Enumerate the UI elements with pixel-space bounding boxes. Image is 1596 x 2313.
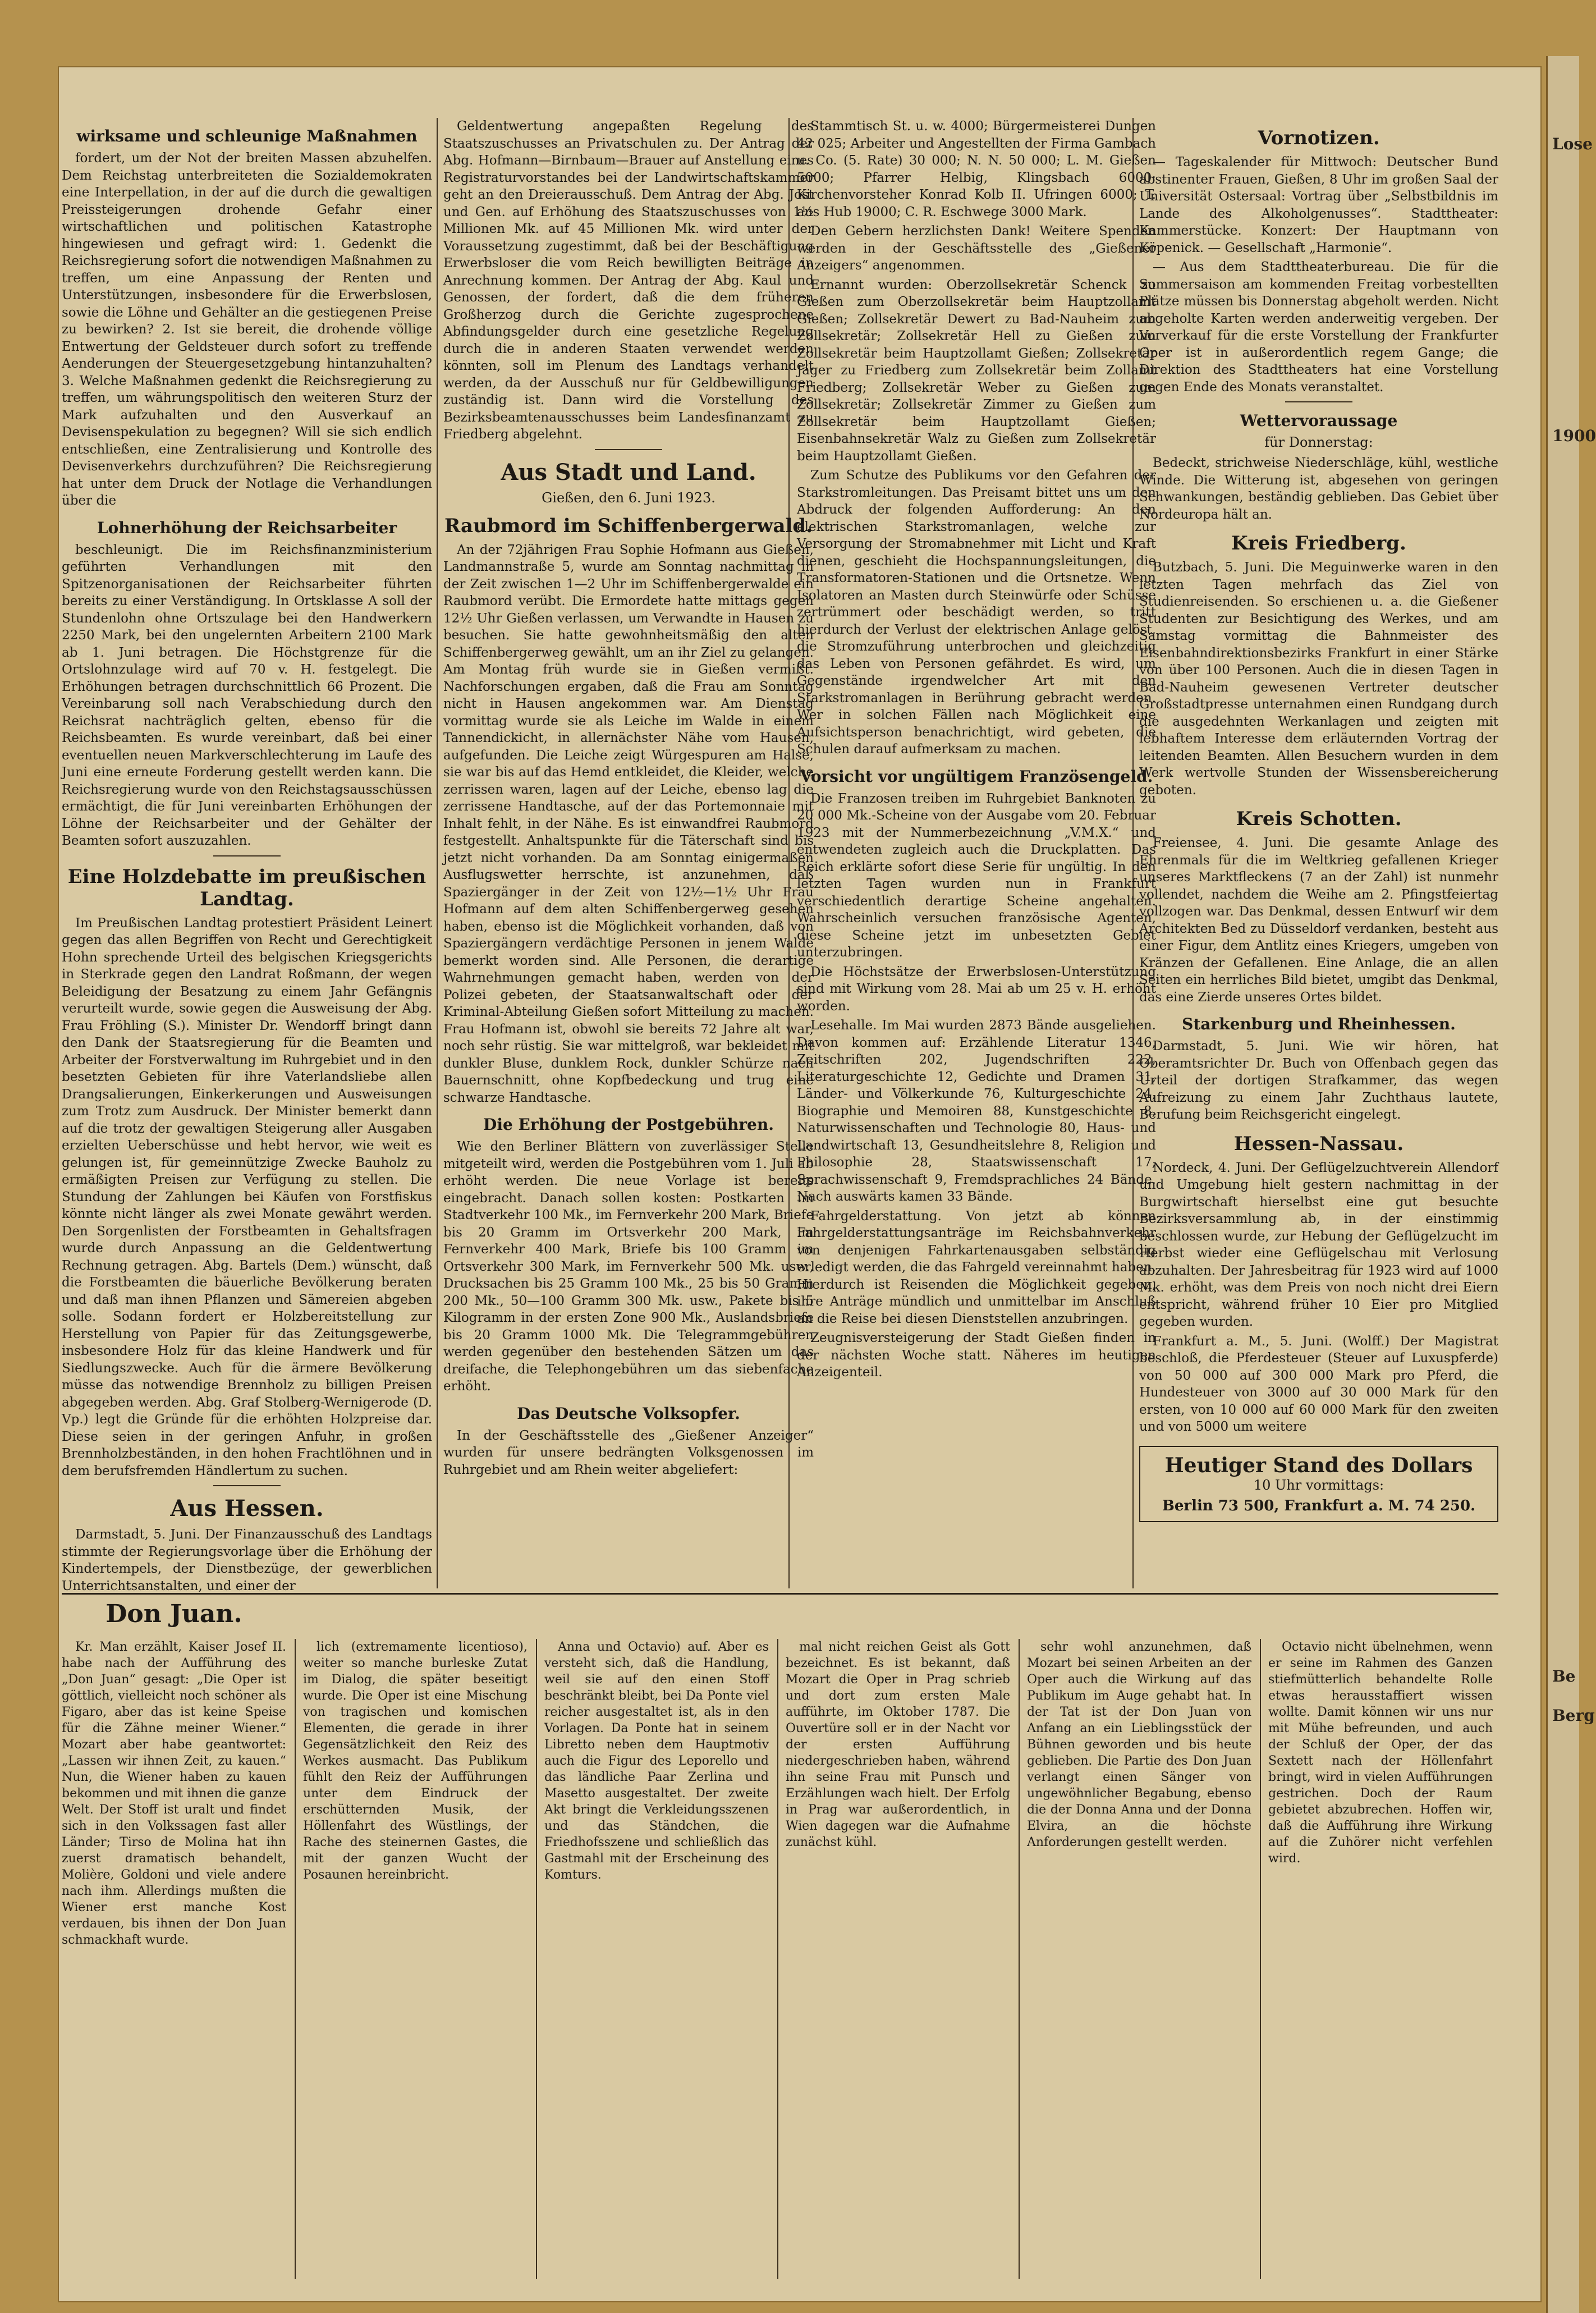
separator [1285,401,1352,402]
feuilleton-text: Kr. Man erzählt, Kaiser Josef II. habe nach der Aufführung des „Don Juan“ gesagt: „Die Oper ist göttlich, vielleicht noch schöner als Figaro, aber das ist keine Speise für die Zähne meiner Wiener.“ Mozart aber habe geantwortet: „Lassen wir ihnen Zeit, zu kauen.“ Nun, die Wiener haben zu kauen bekommen und mit ihnen die ganze Welt. Der Stoff ist uralt und findet sich in den Volkssagen fast aller Länder; Tirso de Molina hat ihn zuerst dramatisch behandelt, Molière, Goldoni und viele andere nach ihm. Allerdings mußten die Wiener erst manche Kost verdauen, bis ihnen der Don Juan schmackhaft wurde. [62,1640,286,1947]
feuilleton-section [62,1600,1498,2284]
column-rule [777,1639,778,2279]
article-text: Geldentwertung angepaßten Regelung des Staatszuschusses an Privatschulen zu. Der Antrag der Abg. Hofmann—Birnbaum—Brauer auf Anstellung eines Registraturvorstandes bei der Landwirtschaftskammer geht an den Dreierausschuß. Dem Antrag der Abg. Jost und Gen. auf Erhöhung des Staatszuschusses von 1½ Millionen Mk. auf 45 Millionen Mk. wird unter der Voraussetzung zugestimmt, daß bei der Beschäftigung Erwerbsloser die vom Reich bewilligten Beiträge in Anrechnung kommen. Der Antrag der Abg. Kaul und Genossen, der fordert, daß die dem früheren Großherzog durch die Gerichte zugesprochene Abfindungsgelder durch eine gesetzliche Regelung durch die in anderen Staaten verwendet werden könnten, soll im Plenum des Landtags verhandelt werden, da der Ausschuß nur für Geldbewilligungen zuständig ist. Dann wird die Vorstellung des Bezirksbeamtenausschusses beim Landesfinanzamt zu Friedberg abgelehnt. [443,119,814,442]
feuilleton-text: mal nicht reichen Geist als Gott bezeichnet. Es ist bekannt, daß Mozart die Oper in Prag schrieb und dort zum ersten Male aufführte, im Oktober 1787. Die Ouvertüre soll er in der Nacht vor der ersten Aufführung niedergeschrieben haben, während ihn seine Frau mit Punsch und Erzählungen wach hielt. Der Erfolg in Prag war außerordentlich, in Wien dagegen war die Aufnahme zunächst kühl. [786,1640,1010,1849]
feuilleton-column [786,1639,1010,2279]
feuilleton-column [303,1639,528,2279]
article-text: Butzbach, 5. Juni. Die Meguinwerke waren in den letzten Tagen mehrfach das Ziel von Studienreisenden. So erschienen u. a. die Gießener Studenten zur Besichtigung des Werkes, und am Samstag vormittag die Bahnmeister des Eisenbahndirektionsbezirks Frankfurt in einer Stärke von über 100 Personen. Auch die in diesen Tagen in Bad-Nauheim gewesenen Vertreter deutscher Großstadtpresse unternahmen einen Rundgang durch die ausgedehnten Werkanlagen und zeigten mit lebhaftem Interesse dem erläuternden Vortrag der leitenden Beamten. Allen Besuchern wurden in dem Werk wertvolle Stunden der Wissensbereicherung geboten. [1139,560,1498,798]
article-text: Darmstadt, 5. Juni. Der Finanzausschuß des Landtags stimmte der Regierungsvorlage über die Erhöhung der Kindertempels, der Dienstbezüge, der gewerblichen Unterrichtsanstalten, und einer der [62,1527,432,1593]
feuilleton-text: sehr wohl anzunehmen, daß Mozart bei seinen Arbeiten an der Oper auch die Wirkung auf das Publikum im Auge gehabt hat. In der Tat ist der Don Juan von Anfang an ein Lieblingsstück der Bühnen geworden und bis heute geblieben. Die Partie des Don Juan verlangt einen Sänger von ungewöhnlicher Begabung, ebenso die der Donna Anna und der Donna Elvira, an die höchste Anforderungen gestellt werden. [1027,1640,1251,1849]
separator [595,449,662,450]
feuilleton-column [1027,1639,1251,2279]
article-text: Darmstadt, 5. Juni. Wie wir hören, hat Oberamtsrichter Dr. Buch von Offenbach gegen das Urteil der dortigen Strafkammer, das wegen Aufreizung zu einem Jahr Zuchthaus lautete, Berufung beim Reichsgericht eingelegt. [1139,1039,1498,1122]
headline-volksopfer: Das Deutsche Volksopfer. [517,1404,740,1423]
adjacent-fragment: Lose [1552,135,1593,153]
dollar-rate-values: Berlin 73 500, Frankfurt a. M. 74 250. [1162,1497,1476,1514]
article-text: Die Franzosen treiben im Ruhrgebiet Banknoten zu 20 000 Mk.-Scheine von der Ausgabe vom 20. Februar 1923 mit der Nummerbezeichnung „V.M.X.“ und entwendeten zugleich auch die Druckplatten. Das Reich erklärte sofort diese Serie für ungültig. In den letzten Tagen wurden nun in Frankfurt verschiedentlich derartige Scheine angehalten. Wahrscheinlich versuchen französische Agenten, diese Scheine jetzt im unbesetzten Gebiet unterzubringen. [797,791,1156,960]
headline-vorsicht: Vorsicht vor ungültigem Französengeld. [800,767,1153,786]
column-1 [62,118,432,1593]
column-3 [797,118,1156,1588]
feuilleton-column [1268,1639,1493,2279]
headline-hessen-nassau: Hessen-Nassau. [1233,1132,1404,1155]
headline-lohnerhoehung: Lohnerhöhung der Reichsarbeiter [97,518,397,537]
feuilleton-column [62,1639,286,2279]
adjacent-fragment: Be [1552,1667,1576,1685]
feuilleton-columns [62,1639,1498,2279]
dollar-rate-title: Heutiger Stand des Dollars [1164,1453,1473,1477]
article-text: Die Höchstsätze der Erwerbslosen-Unterstützung sind mit Wirkung vom 28. Mai ab um 25 v. H. erhöht worden. [797,964,1156,1014]
article-text: Im Preußischen Landtag protestiert Präsident Leinert gegen das allen Begriffen von Recht und Gerechtigkeit Hohn sprechende Urteil des belgischen Kriegsgerichts in Sterkrade gegen den Landrat Roßmann, der wegen Beleidigung der Besatzung zu einem Jahr Gefängnis verurteilt wurde, sowie gegen die Ausweisung der Abg. Frau Fröhling (S.). Minister Dr. Wendorff bringt dann den Dank der Staatsregierung für die Beamten und Arbeiter der Forstverwaltung im Ruhrgebiet und in den besetzten Gebieten für ihre Vaterlandsliebe allen Drangsalierungen, Einkerkerungen und Ausweisungen zum Trotz zum Ausdruck. Der Minister bemerkt dann auf die trotz der gewaltigen Steigerung aller Ausgaben erzielten Ueberschüsse und hebt hervor, wie weit es gelungen ist, für gemeinnützige Zwecke Bauholz zu ermäßigten Preisen zur Verfügung zu stellen. Die Stundung der Zahlungen bei Käufen von Forstfiskus könnte nicht länger als zwei Monate gewährt werden. Den Sorgenlisten der Forstbeamten in Gehaltsfragen wurde durch Anpassung an die Geldentwertung Rechnung getragen. Abg. Bartels (Dem.) wünscht, daß die Forstbeamten die bäuerliche Bevölkerung beraten und daß man ihnen Pflanzen und Sämereien abgeben solle. Sodann fordert er Holzbereitstellung zur Herstellung von Papier für das Zeitungsgewerbe, insbesondere Holz für das kleine Handwerk und für Siedlungszwecke. Auch für die ärmere Bevölkerung müsse das notwendige Brennholz zu billigen Preisen abgegeben werden. Abg. Graf Stolberg-Wernigerode (D. Vp.) legt die Gründe für die erhöhten Holzpreise dar. Diese seien in der geringen Anfuhr, in großen Brennholzbeständen, in den hohen Frachtlöhnen und in dem berufsfremden Händlertum zu suchen. [62,915,432,1478]
article-text: Stammtisch St. u. w. 4000; Bürgermeisterei Dungen 42 025; Arbeiter und Angestellten der Firma Gambach u. Co. (5. Rate) 30 000; N. N. 50 000; L. M. Gießen 5000; Pfarrer Helbig, Klingsbach 6000; Kirchenvorsteher Konrad Kolb II. Ufringen 6000; T. aus Hub 19000; C. R. Eschwege 3000 Mark. [797,119,1156,219]
dollar-rate-time: 10 Uhr vormittags: [1253,1477,1384,1493]
article-text: In der Geschäftsstelle des „Gießener Anzeiger“ wurden für unsere bedrängten Volksgenossen im Ruhrgebiet und am Rhein weiter abgeliefert: [443,1428,814,1477]
adjacent-fragment: Berg [1552,1706,1595,1725]
headline-stadt-und-land: Aus Stadt und Land. [501,459,756,485]
article-text: Freiensee, 4. Juni. Die gesamte Anlage des Ehrenmals für die im Weltkrieg gefallenen Krieger unseres Marktfleckens (7 an der Zahl) ist nunmehr vollendet, nachdem die Weihe am 2. Pfingstfeiertag vollzogen war. Das Denkmal, dessen Entwurf wir dem Architekten Bed zu Düsseldorf verdanken, besteht aus einer Figur, dem Antlitz eines Kriegers, umgeben von Kränzen der Gefallenen. Eine Anlage, die an allen Seiten ein herrliches Bild bietet, umgibt das Denkmal, das eine Zierde unseres Ortes bildet. [1139,836,1498,1005]
column-rule [536,1639,537,2279]
headline-starkenburg: Starkenburg und Rheinhessen. [1182,1015,1456,1033]
column-rule [1019,1639,1020,2279]
headline-massnahmen: wirksame und schleunige Maßnahmen [76,127,418,145]
separator [213,855,281,857]
feuilleton-text: Anna und Octavio) auf. Aber es versteht sich, daß die Handlung, weil sie auf den einen Stoff beschränkt bleibt, bei Da Ponte viel reicher ausgestaltet ist, als in den Vorlagen. Da Ponte hat in seinem Libretto neben dem Hauptmotiv auch die Figur des Leporello und das ländliche Paar Zerlina und Masetto ausgestaltet. Der zweite Akt bringt die Verkleidungsszenen und das Ständchen, die Friedhofsszene und schließlich das Gastmahl mit der Erscheinung des Komturs. [544,1640,769,1882]
article-text: Ernannt wurden: Oberzollsekretär Schenck zu Gießen zum Oberzollsekretär beim Hauptzollamt Gießen; Zollsekretär Dewert zu Bad-Nauheim zum Zollsekretär; Zollsekretär Hell zu Gießen zum Zollsekretär beim Hauptzollamt Gießen; Zollsekretär Jäger zu Friedberg zum Zollsekretär beim Zollamt Friedberg; Zollsekretär Weber zu Gießen zum Zollsekretär; Zollsekretär Zimmer zu Gießen zum Zollsekretär beim Hauptzollamt Gießen; Eisenbahnsekretär Walz zu Gießen zum Zollsekretär beim Hauptzollamt Gießen. [797,277,1156,464]
article-text: Lesehalle. Im Mai wurden 2873 Bände ausgeliehen. Davon kommen auf: Erzählende Literatur 1346, Zeitschriften 202, Jugendschriften 222, Literaturgeschichte 12, Gedichte und Dramen 31, Länder- und Völkerkunde 76, Kulturgeschichte 24, Biographie und Memoiren 88, Kunstgeschichte 8, Naturwissenschaften und Technologie 80, Haus- und Landwirtschaft 13, Gesundheitslehre 8, Religion und Philosophie 28, Staatswissenschaft 17, Sprachwissenschaft 9, Fremdsprachliches 24 Bände. Nach auswärts kamen 33 Bände. [797,1018,1156,1204]
headline-aus-hessen: Aus Hessen. [170,1495,324,1522]
feuilleton-title: Don Juan. [106,1600,242,1628]
column-rule [1260,1639,1261,2279]
separator [213,1485,281,1486]
dateline: Gießen, den 6. Juni 1923. [542,489,716,506]
column-rule [295,1639,296,2279]
article-text: — Tageskalender für Mittwoch: Deutscher Bund abstinenter Frauen, Gießen, 8 Uhr im großen Saal der Universität Ostersaal: Vortrag über „Selbstbildnis im Lande des Alkoholgenusses“. Stadttheater: Kammerstücke. Konzert: Der Hauptmann von Köpenick. — Gesellschaft „Harmonie“. [1139,155,1498,255]
article-text: Den Gebern herzlichsten Dank! Weitere Spenden werden in der Geschäftsstelle des „Gießener Anzeigers“ angenommen. [797,224,1156,273]
adjacent-page-edge [1546,56,1596,2313]
headline-kreis-friedberg: Kreis Friedberg. [1231,532,1406,555]
article-text: — Aus dem Stadttheaterbureau. Die für die Sommersaison am kommenden Freitag vorbestellten Plätze müssen bis Donnerstag abgeholt werden. Nicht abgeholte Karten werden anderweitig vergeben. Der Vorverkauf für die erste Vorstellung der Frankfurter Oper ist in außerordentlich regem Gange; die Direktion des Stadttheaters hat eine Vorstellung gegen Ende des Monats veranstaltet. [1139,260,1498,395]
headline-holzdebatte: Eine Holzdebatte im preußischen Landtag. [67,865,426,910]
column-2 [443,118,814,1588]
article-text: Nordeck, 4. Juni. Der Geflügelzuchtverein Allendorf und Umgebung hielt gestern nachmittag in der Burgwirtschaft hierselbst eine gut besuchte Bezirksversammlung ab, in der einstimmig beschlossen wurde, zur Hebung der Geflügelzucht im Herbst wieder eine Geflügelschau mit Verlosung abzuhalten. Der Jahresbeitrag für 1923 wird auf 1000 Mk. erhöht, was dem Preis von noch nicht drei Eiern entspricht, während früher 10 Eier pro Mitglied gegeben wurden. [1139,1160,1498,1329]
column-rule [437,118,438,1588]
article-text: Bedeckt, strichweise Niederschläge, kühl, westliche Winde. Die Witterung ist, abgesehen von geringen Schwankungen, beständig geblieben. Das Gebiet über Nordeuropa hält an. [1139,456,1498,522]
article-text: Zum Schutze des Publikums vor den Gefahren der Starkstromleitungen. Das Preisamt bittet uns um den Abdruck der folgenden Aufforderung: An den elektrischen Starkstromanlagen, welche zur Versorgung der Stromabnehmer mit Licht und Kraft dienen, geschieht die Hochspannungsleitungen, die Transformatoren-Stationen und die Ortsnetze. Wenn Isolatoren an Masten durch Steinwürfe oder Schüsse zertrümmert oder beschädigt werden, so tritt hierdurch der Verlust der elektrischen Anlage gelöst, die Stromzuführung unterbrochen und gleichzeitig das Leben von Personen gefährdet. Es wird, um Gegenstände irgendwelcher Art mit den Starkstromanlagen in Berührung gebracht werden. Wer in solchen Fällen nach Möglichkeit eine Aufsichtsperson benachrichtigt, wird gebeten, die Schulen darauf aufmerksam zu machen. [797,468,1156,757]
column-4 [1139,118,1498,1588]
headline-wetter: Wettervoraussage [1240,411,1398,430]
article-text: Fahrgelderstattung. Von jetzt ab können Fahrgelderstattungsanträge im Reichsbahnverkehr von denjenigen Fahrkartenausgaben selbständig erledigt werden, die das Fahrgeld vereinnahmt haben. Hierdurch ist Reisenden die Möglichkeit gegeben, ihre Anträge mündlich und unmittelbar im Anschluß an die Reise bei diesen Dienststellen anzubringen. [797,1208,1156,1326]
headline-vornotizen: Vornotizen. [1258,127,1380,149]
dollar-rate-box [1139,1446,1498,1522]
headline-raubmord: Raubmord im Schiffenbergerwald. [444,514,813,537]
article-text: fordert, um der Not der breiten Massen abzuhelfen. Dem Reichstag unterbreiteten die Sozialdemokraten eine Interpellation, in der auf die durch die gewaltigen Preissteigerungen drohende Gefahr einer wirtschaftlichen und politischen Katastrophe hingewiesen und gefragt wird: 1. Gedenkt die Reichsregierung sofort die notwendigen Maßnahmen zu treffen, um eine Anpassung der Renten und Unterstützungen, insbesondere für die Erwerbslosen, sowie die Löhne und Gehälter an die gestiegenen Preise zu bewirken? 2. Ist sie bereit, die drohende völlige Entwertung der Geldsteuer durch sofort zu treffende Aenderungen der Steuergesetzgebung hintanzuhalten? 3. Welche Maßnahmen gedenkt die Reichsregierung zu treffen, um währungspolitisch den weiteren Sturz der Mark aufzuhalten und den Ausverkauf an Devisenspekulation zu begegnen? Will sie sich endlich entschließen, eine Zentralisierung und Kontrolle des Devisenverkehrs durchzuführen? Die Reichsregierung hat unter dem Druck der Notlage die Verhandlungen über die [62,151,432,508]
article-text: Frankfurt a. M., 5. Juni. (Wolff.) Der Magistrat beschloß, die Pferdesteuer (Steuer auf Luxuspferde) von 50 000 auf 300 000 Mark pro Pferd, die Hundesteuer von 3000 auf 30 000 Mark für den ersten, von 10 000 auf 60 000 Mark für den zweiten und von 5000 um weitere [1139,1334,1498,1434]
feuilleton-rule [62,1593,1498,1595]
adjacent-fragment: 1900 [1552,427,1596,445]
feuilleton-text: Octavio nicht übelnehmen, wenn er seine im Rahmen des Ganzen stiefmütterlich behandelte Rolle etwas herausstaffiert wissen wollte. Damit können wir uns nur mit Mühe befreunden, und auch der Schluß der Oper, der das Sextett nach der Höllenfahrt bringt, wird in vielen Aufführungen gestrichen. Doch der Raum gebietet abzubrechen. Hoffen wir, daß die Aufführung ihre Wirkung auf die Zuhörer nicht verfehlen wird. [1268,1640,1493,1866]
subheadline-wetter: für Donnerstag: [1264,434,1373,450]
headline-postgebuehren: Die Erhöhung der Postgebühren. [483,1115,774,1134]
article-text: Wie den Berliner Blättern von zuverlässiger Stelle mitgeteilt wird, werden die Postgebühren vom 1. Juli ab erhöht werden. Die neue Vorlage ist bereits eingebracht. Danach sollen kosten: Postkarten im Stadtverkehr 100 Mk., im Fernverkehr 200 Mark, Briefe bis 20 Gramm im Ortsverkehr 200 Mark, im Fernverkehr 400 Mark, Briefe bis 100 Gramm im Ortsverkehr 300 Mark, im Fernverkehr 500 Mk. usw., Drucksachen bis 25 Gramm 100 Mk., 25 bis 50 Gramm 200 Mk., 50—100 Gramm 300 Mk. usw., Pakete bis 5 Kilogramm in der ersten Zone 900 Mk., Auslandsbriefe bis 20 Gramm 1000 Mk. Die Telegrammgebühren werden gegenüber den bestehenden Sätzen um das dreifache, die Telephongebühren um das siebenfache erhöht. [443,1139,814,1394]
article-text: beschleunigt. Die im Reichsfinanzministerium geführten Verhandlungen mit den Spitzenorganisationen der Reichsarbeiter führten bereits zu einer Verständigung. In Ortsklasse A soll der Stundenlohn ohne Ortszulage bei den Handwerkern 2250 Mark, bei den ungelernten Arbeitern 2100 Mark ab 1. Juni betragen. Die Höchstgrenze für die Ortslohnzulage wird auf 70 v. H. festgelegt. Die Erhöhungen betragen durchschnittlich 66 Prozent. Die Vereinbarung soll nach Verabschiedung durch den Reichsrat nachträglich gelten, ebenso für die Reichsbeamten. Es wurde vereinbart, daß bei einer eventuellen neuen Markverschlechterung im Laufe des Juni eine erneute Forderung gestellt werden kann. Die Reichsregierung wurde von den Reichstagsausschüssen ermächtigt, die für Juni vereinbarten Erhöhungen der Löhne der Reichsarbeiter und der Gehälter der Beamten sofort auszuzahlen. [62,542,432,848]
feuilleton-text: lich (extremamente licentioso), weiter so manche burleske Zutat im Dialog, die später beseitigt wurde. Die Oper ist eine Mischung von tragischen und komischen Elementen, die gerade in ihrer Gegensätzlichkeit den Reiz des Werkes ausmacht. Das Publikum fühlt den Reiz der Aufführungen unter dem Eindruck der erschütternden Musik, der Höllenfahrt des Wüstlings, der Rache des steinernen Gastes, die mit der ganzen Wucht der Posaunen hereinbricht. [303,1640,528,1882]
article-text: An der 72jährigen Frau Sophie Hofmann aus Gießen, Landmannstraße 5, wurde am Sonntag nachmittag in der Zeit zwischen 1—2 Uhr im Schiffenbergerwalde ein Raubmord verübt. Die Ermordete hatte mittags gegen 12½ Uhr Gießen verlassen, um Verwandte in Hausen zu besuchen. Sie hatte gewohnheitsmäßig den alten Schiffenbergerweg gewählt, um an ihr Ziel zu gelangen. Am Montag früh wurde sie in Gießen vermißt. Nachforschungen ergaben, daß die Frau am Sonntag nicht in Hausen angekommen war. Am Dienstag vormittag wurde sie als Leiche im Walde in einem Tannendickicht, in allernächster Nähe vom Hausen, aufgefunden. Die Leiche zeigt Würgespuren am Halse, sie war bis auf das Hemd entkleidet, die Kleider, welche zerrissen waren, lagen auf der Leiche, ebenso lag die zerrissene Handtasche, auf der das Portemonnaie mit Inhalt fehlt, in der Nähe. Es ist einwandfrei Raubmord festgestellt. Anhaltspunkte für die Täterschaft sind bis jetzt nicht vorhanden. Da am Sonntag einigermaßen Ausflugswetter herrschte, ist anzunehmen, daß Spaziergänger in der Zeit von 12½—1½ Uhr Frau Hofmann auf dem alten Schiffenbergerweg gesehen haben, ebenso ist die Möglichkeit vorhanden, daß von Spaziergängern verdächtige Personen in jenem Walde bemerkt worden sind. Alle Personen, die derartige Wahrnehmungen gemacht haben, werden von der Polizei gebeten, der Staatsanwaltschaft oder der Kriminal-Abteilung Gießen sofort Mitteilung zu machen. Frau Hofmann ist, obwohl sie bereits 72 Jahre alt war, noch sehr rüstig. Sie war mittelgroß, war bekleidet mit dunkler Bluse, dunklem Rock, dunkler Schürze nach Bauernschnitt, ohne Kopfbedeckung und trug eine schwarze Handtasche. [443,542,814,1105]
article-text: Zeugnisversteigerung der Stadt Gießen finden in der nächsten Woche statt. Näheres im heutigen Anzeigenteil. [797,1331,1156,1380]
feuilleton-column [544,1639,769,2279]
headline-kreis-schotten: Kreis Schotten. [1236,808,1402,830]
